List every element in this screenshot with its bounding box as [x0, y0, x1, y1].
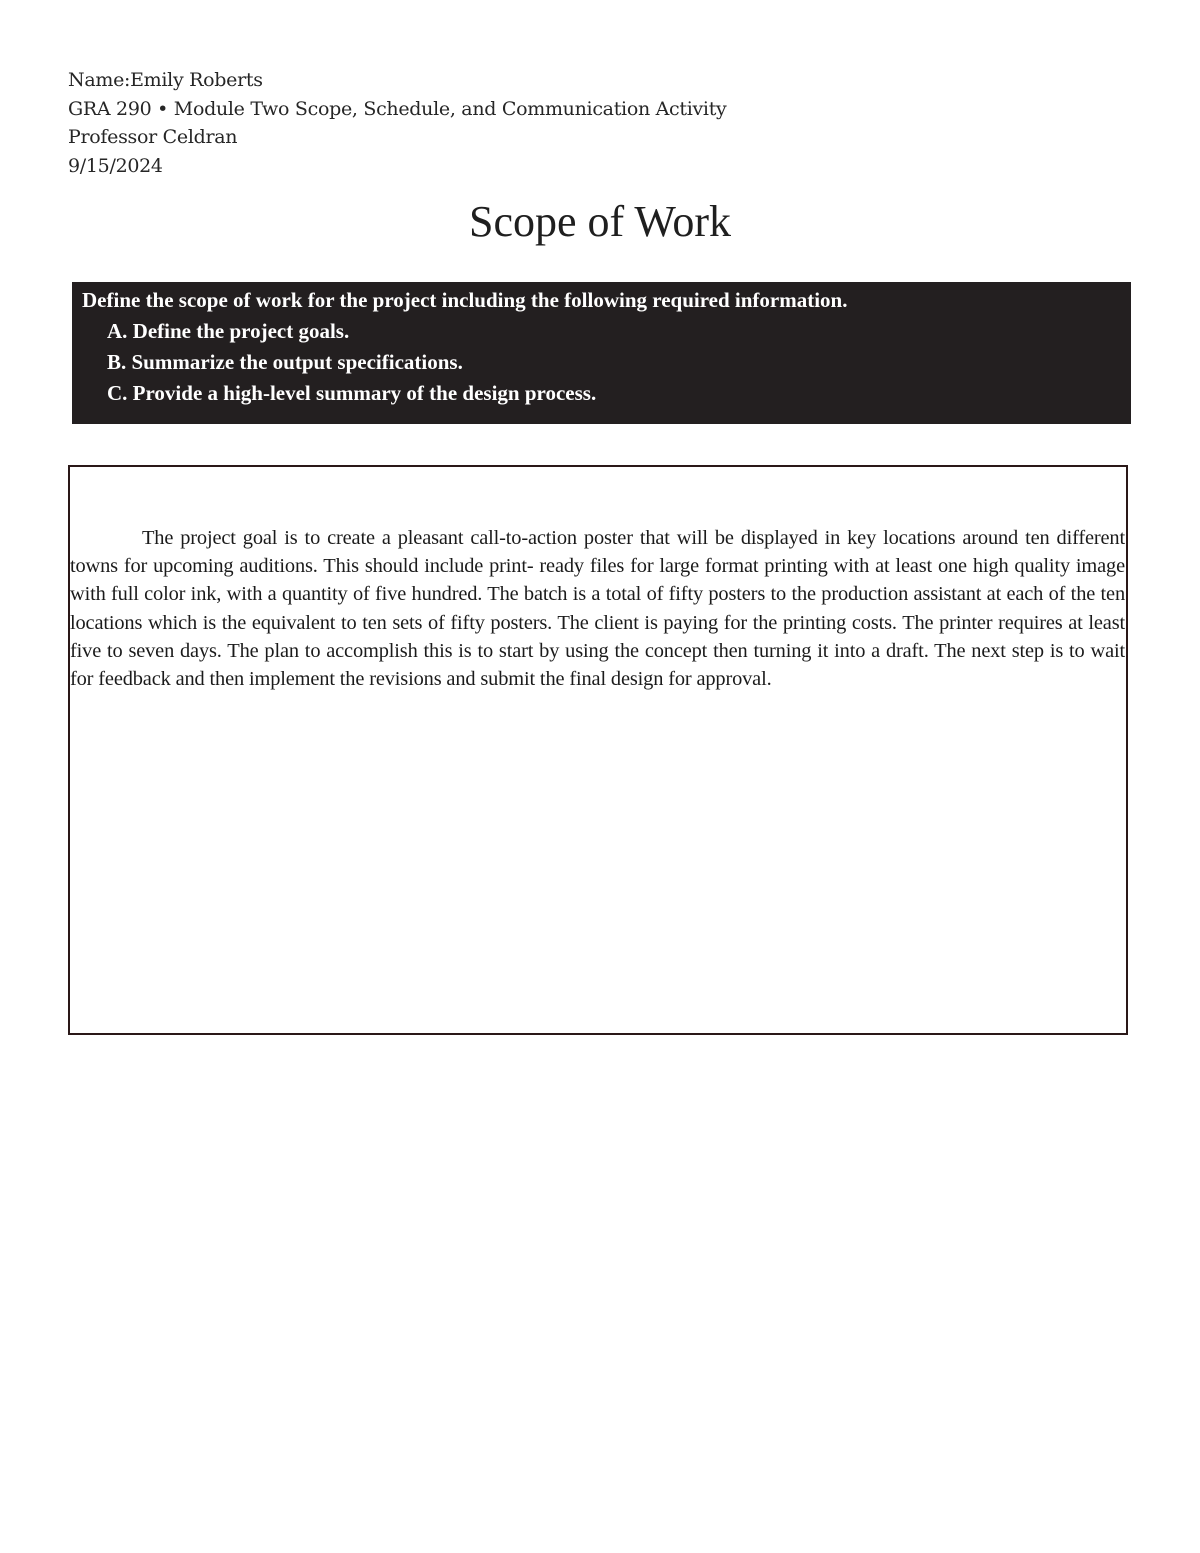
student-info-header	[68, 66, 726, 180]
professor-name: Professor Celdran	[68, 126, 238, 148]
instruction-item-b: B. Summarize the output specifications.	[107, 350, 463, 374]
answer-box	[68, 465, 1128, 1035]
answer-paragraph: The project goal is to create a pleasant call-to-action poster that will be displayed in key locations around ten different towns for upcoming auditions. This should include print- ready files for large format printing with at least one high quality image with full color ink, with a quantity of five hundred. The batch is a total of fifty posters to the production assistant at each of the ten locations which is the equivalent to ten sets of fifty posters. The client is paying for the printing costs. The printer requires at least five to seven days. The plan to accomplish this is to start by using the concept then turning it into a draft. The next step is to wait for feedback and then implement the revisions and submit the final design for approval.	[70, 527, 1125, 691]
instruction-item-a: A. Define the project goals.	[107, 319, 350, 343]
course-title: GRA 290 • Module Two Scope, Schedule, and Communication Activity	[68, 97, 727, 120]
student-name: Name:Emily Roberts	[68, 69, 263, 91]
submission-date: 9/15/2024	[68, 154, 163, 177]
instructions-box	[72, 282, 1131, 424]
instructions-intro: Define the scope of work for the project including the following required information.	[82, 288, 848, 312]
instruction-item-c: C. Provide a high-level summary of the design process.	[107, 381, 597, 405]
page-title: Scope of Work	[468, 197, 732, 246]
